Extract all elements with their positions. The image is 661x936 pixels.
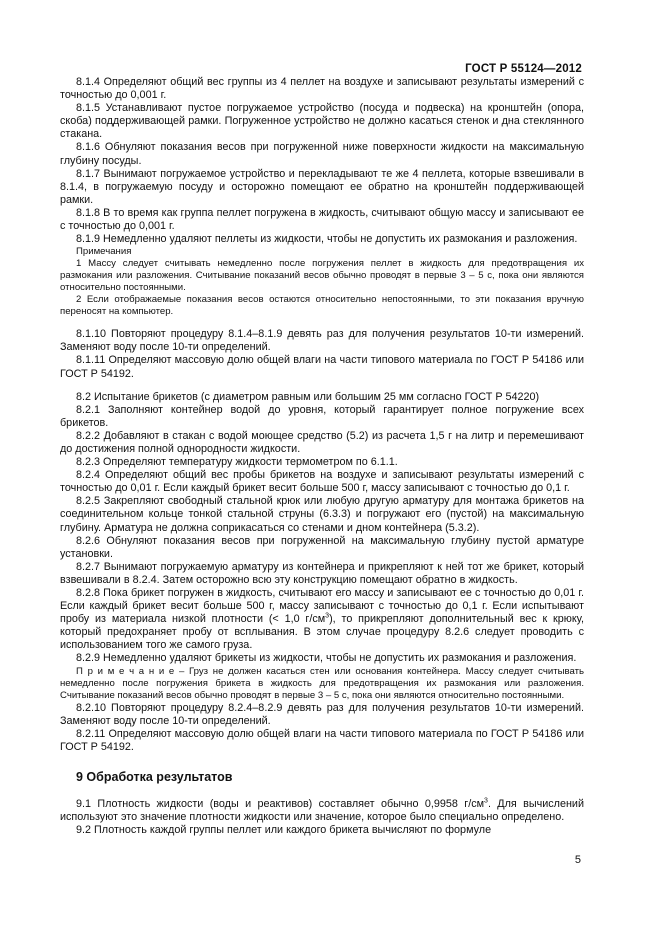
paragraph-8-2-2: 8.2.2 Добавляют в стакан с водой моющее средство (5.2) из расчета 1,5 г на литр и перемешивают до достижения полной однородности жидкости. (60, 429, 584, 455)
note-1: 1 Массу следует считывать немедленно после погружения пеллет в жидкость для предотвращения их размокания или разложения. Считывание показаний весов обычно проводят в первые 3 – 5 с, пока они являются относительно постоянными. (60, 258, 584, 294)
paragraph-8-1-8: 8.1.8 В то время как группа пеллет погружена в жидкость, считывают общую массу и записывают ее с точностью до 0,001 г. (60, 206, 584, 233)
paragraph-8-2: 8.2 Испытание брикетов (с диаметром равным или большим 25 мм согласно ГОСТ Р 54220) (76, 390, 540, 403)
note-2: 2 Если отображаемые показания весов остаются относительно непостоянными, то эти показания вручную переносят на компьютер. (60, 294, 584, 318)
note-3: П р и м е ч а н и е – Груз не должен касаться стен или основания контейнера. Массу следует считывать немедленно после погружения брикета в жидкость для предотвращения их размокания или разложения. Считывание показаний весов обычно проводят в первые 3 – 5 с, пока они являются относительно постоянными. (60, 665, 584, 701)
paragraph-8-1-10: 8.1.10 Повторяют процедуру 8.1.4–8.1.9 девять раз для получения результатов 10-ти измерений. Заменяют воду после 10-ти определений. (60, 328, 584, 354)
paragraph-8-2-7: 8.2.7 Вынимают погружаемую арматуру из контейнера и прикрепляют к ней тот же брикет, который взвешивали в 8.2.4. Затем осторожно всю эту конструкцию помещают обратно в жидкость. (60, 560, 584, 586)
paragraph-8-1-6: 8.1.6 Обнуляют показания весов при погруженной ниже поверхности жидкости на максимальную глубину посуды. (60, 141, 584, 167)
paragraph-8-1-5: 8.1.5 Устанавливают пустое погружаемое устройство (посуда и подвеска) на кронштейн (опора, скоба) поддерживающей рамки. Погруженное устройство не должно касаться стенок и дна стеклянного стакана. (60, 102, 584, 141)
paragraph-8-1-9: 8.1.9 Немедленно удаляют пеллеты из жидкости, чтобы не допустить их размокания и разложения. (76, 233, 578, 246)
paragraph-8-1-4: 8.1.4 Определяют общий вес группы из 4 пеллет на воздухе и записывают результаты измерений с точностью до 0,001 г. (60, 76, 584, 102)
paragraph-9-1: 9.1 Плотность жидкости (воды и реактивов) составляет обычно 0,9958 $г/см^3$. Для вычислений используют это значение плотности жидкости или значение, которое было специально определено. (60, 797, 584, 824)
paragraph-8-2-9: 8.2.9 Немедленно удаляют брикеты из жидкости, чтобы не допустить их размокания и разложения. (76, 652, 577, 665)
page-number: 5 (574, 854, 581, 866)
paragraph-8-2-10: 8.2.10 Повторяют процедуру 8.2.4–8.2.9 девять раз для получения результатов 10-ти измерений. Заменяют воду после 10-ти определений. (60, 701, 584, 727)
paragraph-8-2-8: 8.2.8 Пока брикет погружен в жидкость, считывают его массу и записывают ее с точностью до 0,01 г. Если каждый брикет весит больше 500 г, массу записывают с точностью до 0,1 г. Если испытывают пробу из материала низкой плотности (< 1,0 $г/см^3$), то прикрепляют дополнительный вес к крюку, который предохраняет пробу от всплывания. В этом случае процедуру 8.2.6 следует проводить с использованием того же самого груза. (60, 587, 584, 652)
paragraph-8-2-5: 8.2.5 Закрепляют свободный стальной крюк или любую другую арматуру для монтажа брикетов на соединительном кольце тонкой стальной струны (6.3.3) и погружают его (пустой) на максимальную глубину. Арматура не должна соприкасаться со стенами и дном контейнера (5.3.2). (60, 495, 584, 534)
paragraph-8-2-6: 8.2.6 Обнуляют показания весов при погруженной на максимальную глубину пустой арматуре установки. (60, 534, 584, 560)
note-label: П р и м е ч а н и е (76, 665, 175, 677)
notes-heading: Примечания (76, 246, 132, 258)
paragraph-8-2-1: 8.2.1 Заполняют контейнер водой до уровня, который гарантирует полное погружение всех брикетов. (60, 403, 584, 429)
paragraph-8-1-7: 8.1.7 Вынимают погружаемое устройство и перекладывают те же 4 пеллета, которые взвешивали в 8.1.4, в погружаемую посуду и осторожно помещают ее обратно на кронштейн поддерживающей рамки. (60, 167, 584, 206)
paragraph-8-1-11: 8.1.11 Определяют массовую долю общей влаги на части типового материала по ГОСТ Р 54186 или ГОСТ Р 54192. (60, 354, 584, 380)
page-body (60, 76, 584, 837)
paragraph-9-2: 9.2 Плотность каждой группы пеллет или каждого брикета вычисляют по формуле (76, 824, 492, 837)
document-code: ГОСТ Р 55124—2012 (465, 63, 582, 75)
paragraph-8-2-11: 8.2.11 Определяют массовую долю общей влаги на части типового материала по ГОСТ Р 54186 или ГОСТ Р 54192. (60, 727, 584, 753)
paragraph-8-2-3: 8.2.3 Определяют температуру жидкости термометром по 6.1.1. (76, 456, 398, 469)
paragraph-8-2-4: 8.2.4 Определяют общий вес пробы брикетов на воздухе и записывают результаты измерений с точностью до 0,01 г. Если каждый брикет весит больше 500 г, массу записывают с точностью до 0,1 г. (60, 469, 584, 495)
section-9-heading: 9 Обработка результатов (76, 769, 233, 784)
